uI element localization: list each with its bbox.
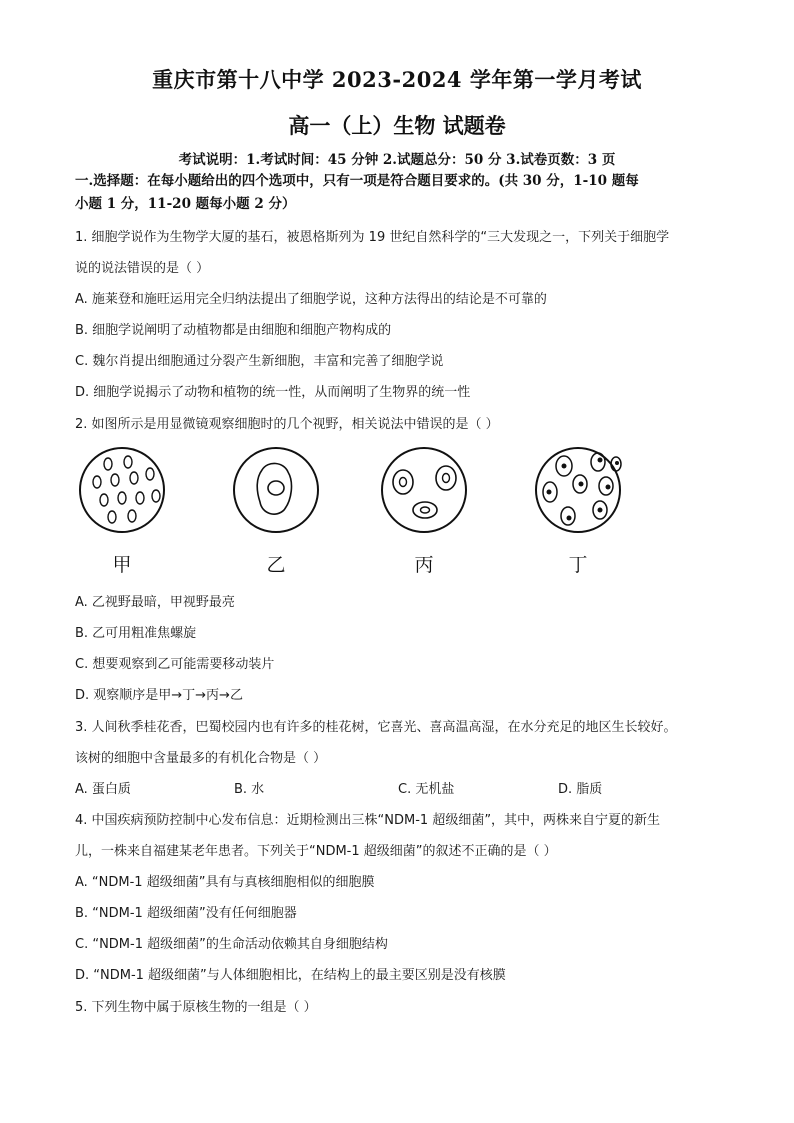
- figure-label-jia: 甲: [112, 554, 132, 576]
- q2-option-c: C. 想要观察到乙可能需要移动装片: [75, 657, 275, 672]
- q4-option-d: D. “NDM-1 超级细菌”与人体细胞相比，在结构上的最主要区别是没有核膜: [75, 968, 506, 983]
- field-jia: [80, 448, 164, 532]
- q3-option-c: C. 无机盐: [398, 782, 455, 797]
- figure-label-ding: 丁: [568, 554, 588, 576]
- q4-option-a: A. “NDM-1 超级细菌”具有与真核细胞相似的细胞膜: [75, 875, 375, 890]
- q2-option-d: D. 观察顺序是甲→丁→丙→乙: [75, 688, 243, 703]
- microscope-fields-figure: [70, 440, 730, 540]
- q1-option-d: D. 细胞学说揭示了动物和植物的统一性，从而阐明了生物界的统一性: [75, 385, 471, 400]
- q1-option-b: B. 细胞学说阐明了动植物都是由细胞和细胞产物构成的: [75, 323, 392, 338]
- q3-option-a: A. 蛋白质: [75, 782, 131, 797]
- field-ding: [536, 448, 621, 532]
- field-bing: [382, 448, 466, 532]
- q3-option-d: D. 脂质: [558, 782, 603, 797]
- q2-stem: 2. 如图所示是用显微镜观察细胞时的几个视野，相关说法中错误的是（ ）: [75, 417, 499, 432]
- figure-label-yi: 乙: [266, 554, 286, 576]
- section-heading-line1: 一.选择题：在每小题给出的四个选项中，只有一项是符合题目要求的。(共 30 分，1-10 题每: [75, 173, 639, 189]
- q4-stem-line2: 儿，一株来自福建某老年患者。下列关于“NDM-1 超级细菌”的叙述不正确的是（ ）: [75, 844, 557, 859]
- q4-option-c: C. “NDM-1 超级细菌”的生命活动依赖其自身细胞结构: [75, 937, 388, 952]
- q1-stem-line2: 说的说法错误的是（ ）: [75, 261, 210, 276]
- q2-option-a: A. 乙视野最暗，甲视野最亮: [75, 595, 235, 610]
- exam-title: 重庆市第十八中学 2023-2024 学年第一学月考试: [152, 67, 642, 92]
- field-yi: [234, 448, 318, 532]
- figure-label-bing: 丙: [414, 554, 434, 576]
- q4-stem-line1: 4. 中国疾病预防控制中心发布信息：近期检测出三株“NDM-1 超级细菌”，其中，两株来自宁夏的新生: [75, 813, 661, 828]
- q1-option-a: A. 施莱登和施旺运用完全归纳法提出了细胞学说，这种方法得出的结论是不可靠的: [75, 292, 547, 307]
- exam-subtitle: 高一（上）生物 试题卷: [288, 113, 506, 138]
- section-heading: [75, 170, 735, 216]
- q2-option-b: B. 乙可用粗准焦螺旋: [75, 626, 197, 641]
- q5-stem: 5. 下列生物中属于原核生物的一组是（ ）: [75, 1000, 317, 1015]
- q1-option-c: C. 魏尔肖提出细胞通过分裂产生新细胞，丰富和完善了细胞学说: [75, 354, 444, 369]
- q1-stem-line1: 1. 细胞学说作为生物学大厦的基石，被恩格斯列为 19 世纪自然科学的“三大发现之一，下列关于细胞学: [75, 230, 670, 245]
- q4-option-b: B. “NDM-1 超级细菌”没有任何细胞器: [75, 906, 297, 921]
- q3-stem-line1: 3. 人间秋季桂花香，巴蜀校园内也有许多的桂花树，它喜光、喜高温高湿，在水分充足的地区生长较好。: [75, 720, 677, 735]
- q3-option-b: B. 水: [234, 782, 265, 797]
- section-heading-line2: 小题 1 分，11-20 题每小题 2 分）: [75, 196, 296, 212]
- exam-note: 考试说明：1.考试时间：45 分钟 2.试题总分：50 分 3.试卷页数：3 页: [178, 152, 616, 168]
- q3-stem-line2: 该树的细胞中含量最多的有机化合物是（ ）: [75, 751, 327, 766]
